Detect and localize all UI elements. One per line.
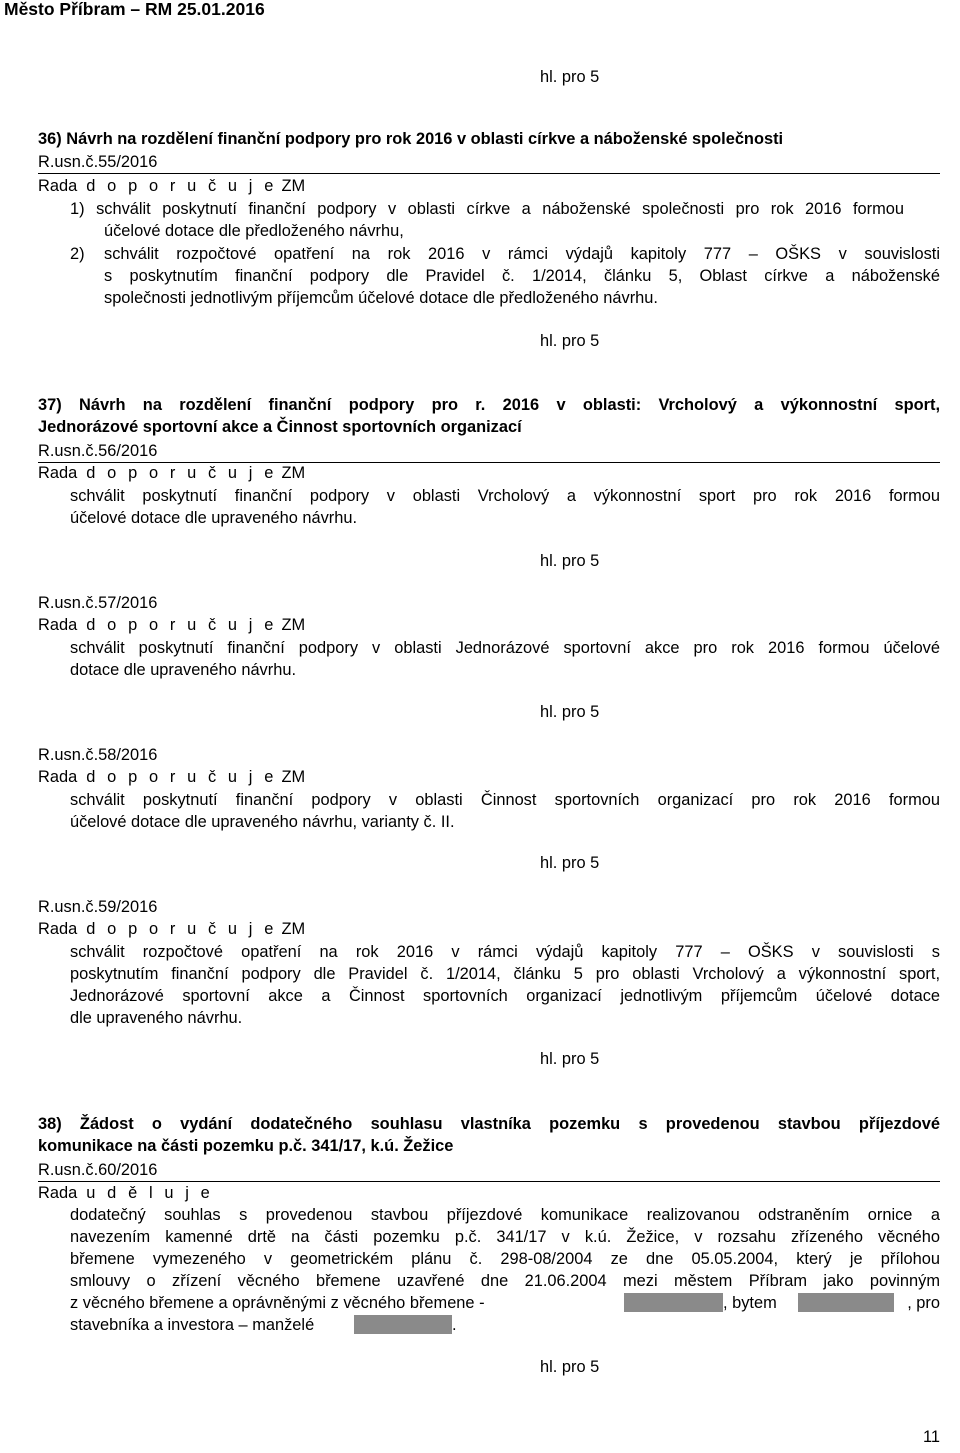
vote-result: hl. pro 5 bbox=[540, 854, 600, 872]
rada-label: Rada bbox=[38, 920, 78, 938]
resolution-number: R.usn.č.55/2016 bbox=[38, 151, 940, 174]
vote-result: hl. pro 5 bbox=[540, 68, 600, 86]
item-38-heading bbox=[38, 1113, 940, 1157]
recommendation-line bbox=[38, 614, 305, 636]
redaction-block bbox=[798, 1293, 894, 1312]
text-line-redacted: stavebníka a investora – manželé bbox=[70, 1316, 315, 1334]
page-number: 11 bbox=[922, 1428, 940, 1446]
resolution-text bbox=[70, 941, 940, 1029]
text-line: účelové dotace dle upraveného návrhu. bbox=[70, 509, 358, 527]
text-line: schválit poskytnutí finanční podpory v oblasti Vrcholový a výkonnostní sport pro rok 2016 formou bbox=[70, 487, 940, 505]
text-line: účelové dotace dle upraveného návrhu, varianty č. II. bbox=[70, 813, 455, 831]
text-line: dodatečný souhlas s provedenou stavbou příjezdové komunikace realizovanou odstraněním ornice a bbox=[70, 1206, 940, 1224]
resolution-text bbox=[70, 789, 940, 833]
text-line: schválit poskytnutí finanční podpory v oblasti Jednorázové sportovní akce pro rok 2016 formou účelové bbox=[70, 639, 940, 657]
recommendation-line bbox=[38, 766, 305, 788]
recommendation-line bbox=[38, 175, 305, 197]
text-line: dle upraveného návrhu. bbox=[70, 1009, 243, 1027]
item-36-heading: 36) Návrh na rozdělení finanční podpory pro rok 2016 v oblasti církve a náboženské společnosti bbox=[38, 130, 784, 148]
text-fragment: , pro bbox=[907, 1294, 940, 1312]
text-line: schválit poskytnutí finanční podpory v oblasti Činnost sportovních organizací pro rok 2016 formou bbox=[70, 791, 940, 809]
target-body: ZM bbox=[281, 616, 306, 634]
grant-verb: u d ě l u j e bbox=[86, 1184, 214, 1202]
target-body: ZM bbox=[281, 768, 306, 786]
recommend-verb: d o p o r u č u j e bbox=[86, 177, 277, 195]
recommend-verb: d o p o r u č u j e bbox=[86, 616, 277, 634]
rada-label: Rada bbox=[38, 177, 78, 195]
text-line: schválit rozpočtové opatření na rok 2016 v rámci výdajů kapitoly 777 – OŠKS v souvislosti bbox=[104, 245, 940, 263]
recommendation-line bbox=[38, 462, 305, 484]
rada-label: Rada bbox=[38, 768, 78, 786]
recommend-verb: d o p o r u č u j e bbox=[86, 464, 277, 482]
point-1-line-2: účelové dotace dle předloženého návrhu, bbox=[104, 222, 404, 240]
recommendation-line bbox=[38, 918, 305, 940]
redaction-block bbox=[354, 1315, 452, 1334]
recommend-verb: d o p o r u č u j e bbox=[86, 920, 277, 938]
page-header-title: Město Příbram – RM 25.01.2016 bbox=[4, 0, 265, 19]
resolution-number: R.usn.č.57/2016 bbox=[38, 594, 158, 612]
text-line: s poskytnutím finanční podpory dle Pravidel č. 1/2014, článku 5, Oblast církve a náboženské bbox=[104, 267, 940, 285]
decision-line bbox=[38, 1182, 213, 1204]
heading-line: komunikace na části pozemku p.č. 341/17, k.ú. Žežice bbox=[38, 1137, 454, 1155]
resolution-number: R.usn.č.56/2016 bbox=[38, 440, 940, 463]
point-number: 1) bbox=[70, 200, 85, 218]
resolution-text bbox=[70, 1204, 940, 1292]
vote-result: hl. pro 5 bbox=[540, 332, 600, 350]
text-line: navezením kamenné drtě na části pozemku p.č. 341/17 v k.ú. Žežice, v rozsahu zřízeného věcného bbox=[70, 1228, 940, 1246]
rada-label: Rada bbox=[38, 464, 78, 482]
resolution-number: R.usn.č.60/2016 bbox=[38, 1159, 940, 1182]
point-2 bbox=[104, 265, 940, 309]
vote-result: hl. pro 5 bbox=[540, 552, 600, 570]
heading-line: 37) Návrh na rozdělení finanční podpory pro r. 2016 v oblasti: Vrcholový a výkonnostní sport, bbox=[38, 396, 940, 414]
redaction-block bbox=[624, 1293, 723, 1312]
target-body: ZM bbox=[281, 177, 306, 195]
recommend-verb: d o p o r u č u j e bbox=[86, 768, 277, 786]
rada-label: Rada bbox=[38, 1184, 78, 1202]
resolution-number: R.usn.č.58/2016 bbox=[38, 746, 158, 764]
vote-result: hl. pro 5 bbox=[540, 1358, 600, 1376]
heading-line: 38) Žádost o vydání dodatečného souhlasu vlastníka pozemku s provedenou stavbou příjezdové bbox=[38, 1115, 940, 1133]
resolution-text bbox=[70, 637, 940, 681]
heading-line: Jednorázové sportovní akce a Činnost sportovních organizací bbox=[38, 418, 522, 436]
text-line: poskytnutím finanční podpory dle Pravidel č. 1/2014, článku 5 pro oblasti Vrcholový a výkonnostní sport, bbox=[70, 965, 940, 983]
text-line: břemene vymezeného v geometrickém plánu č. 298-08/2004 ze dne 05.05.2004, který je přílohou bbox=[70, 1250, 940, 1268]
point-number: 2) bbox=[70, 245, 85, 263]
point-2 bbox=[104, 243, 940, 265]
text-fragment: , bytem bbox=[723, 1294, 777, 1312]
text-line: Jednorázové sportovní akce a Činnost sportovních organizací jednotlivým příjemcům účelové dotace bbox=[70, 987, 940, 1005]
resolution-number: R.usn.č.59/2016 bbox=[38, 898, 158, 916]
target-body: ZM bbox=[281, 464, 306, 482]
text-line: dotace dle upraveného návrhu. bbox=[70, 661, 296, 679]
text-line: schválit poskytnutí finanční podpory v oblasti církve a náboženské společnosti pro rok 2016 formou bbox=[96, 200, 904, 218]
text-line-redacted: z věcného břemene a oprávněnými z věcného břemene - bbox=[70, 1294, 485, 1312]
vote-result: hl. pro 5 bbox=[540, 703, 600, 721]
text-fragment: . bbox=[452, 1316, 457, 1334]
resolution-text bbox=[70, 485, 940, 529]
item-37-heading bbox=[38, 394, 940, 438]
text-line: schválit rozpočtové opatření na rok 2016 v rámci výdajů kapitoly 777 – OŠKS v souvislosti s bbox=[70, 943, 940, 961]
text-line: společnosti jednotlivým příjemcům účelové dotace dle předloženého návrhu. bbox=[104, 289, 658, 307]
vote-result: hl. pro 5 bbox=[540, 1050, 600, 1068]
rada-label: Rada bbox=[38, 616, 78, 634]
target-body: ZM bbox=[281, 920, 306, 938]
text-line: smlouvy o zřízení věcného břemene uzavřené dne 21.06.2004 mezi městem Příbram jako povinným bbox=[70, 1272, 940, 1290]
